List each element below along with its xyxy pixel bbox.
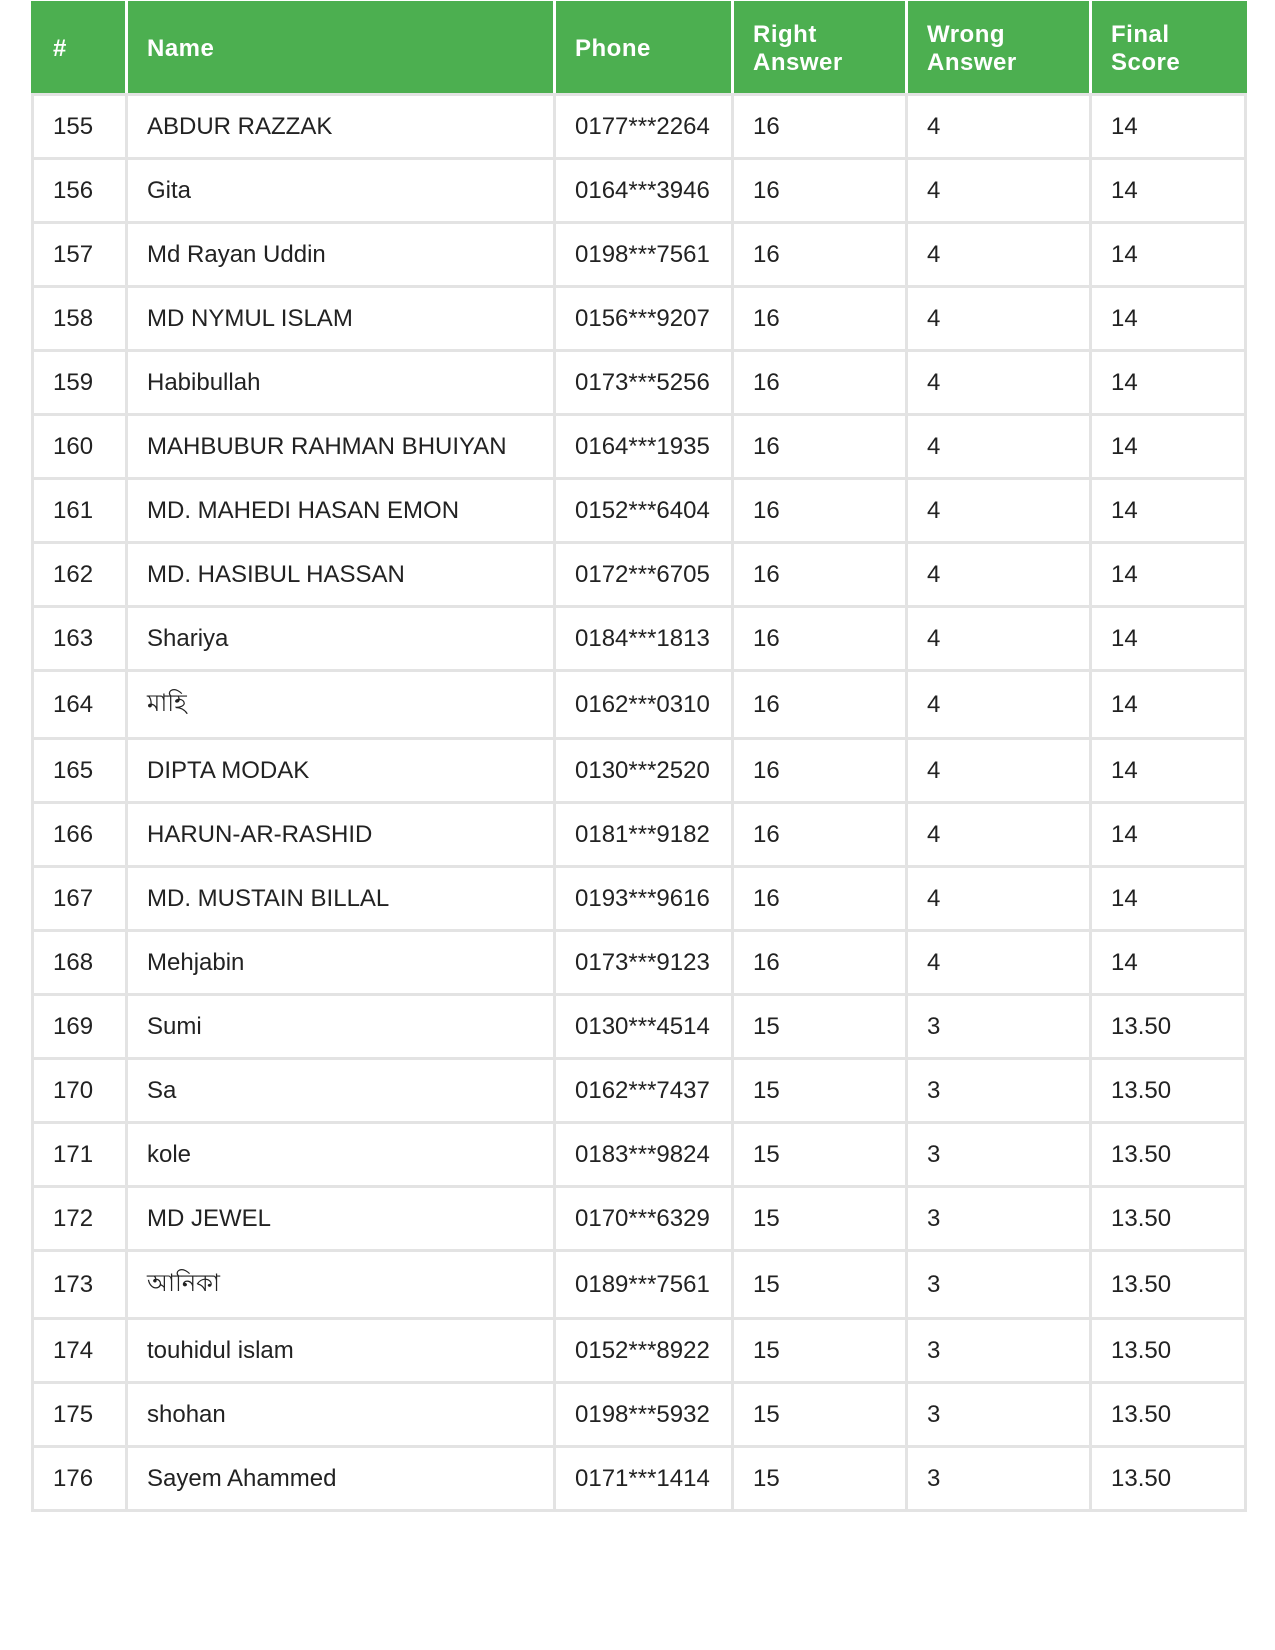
cell-wrong-answer: 4 (907, 867, 1091, 931)
table-row (33, 287, 1246, 351)
cell-phone: 0130***4514 (555, 995, 733, 1059)
header-row (33, 3, 1246, 95)
cell-name: kole (127, 1123, 555, 1187)
cell-right-answer: 16 (733, 415, 907, 479)
cell-number: 175 (33, 1383, 127, 1447)
cell-right-answer: 16 (733, 739, 907, 803)
cell-right-answer: 16 (733, 351, 907, 415)
table-row (33, 803, 1246, 867)
cell-wrong-answer: 3 (907, 995, 1091, 1059)
table-row (33, 95, 1246, 159)
cell-right-answer: 15 (733, 1447, 907, 1511)
cell-name: MD. HASIBUL HASSAN (127, 543, 555, 607)
cell-wrong-answer: 4 (907, 543, 1091, 607)
cell-name: Mehjabin (127, 931, 555, 995)
cell-phone: 0162***0310 (555, 671, 733, 739)
cell-final-score: 13.50 (1091, 1059, 1246, 1123)
cell-final-score: 13.50 (1091, 1187, 1246, 1251)
cell-right-answer: 16 (733, 223, 907, 287)
cell-wrong-answer: 4 (907, 159, 1091, 223)
table-row (33, 1383, 1246, 1447)
cell-number: 155 (33, 95, 127, 159)
cell-wrong-answer: 4 (907, 223, 1091, 287)
cell-name: Shariya (127, 607, 555, 671)
cell-final-score: 14 (1091, 351, 1246, 415)
cell-right-answer: 16 (733, 95, 907, 159)
cell-phone: 0172***6705 (555, 543, 733, 607)
column-header-wrong-answer: Wrong Answer (907, 3, 1091, 95)
cell-wrong-answer: 4 (907, 931, 1091, 995)
cell-phone: 0173***5256 (555, 351, 733, 415)
cell-phone: 0198***5932 (555, 1383, 733, 1447)
cell-name: Sayem Ahammed (127, 1447, 555, 1511)
cell-name: touhidul islam (127, 1319, 555, 1383)
cell-name: Sa (127, 1059, 555, 1123)
cell-number: 169 (33, 995, 127, 1059)
cell-name: Md Rayan Uddin (127, 223, 555, 287)
cell-final-score: 14 (1091, 95, 1246, 159)
cell-number: 160 (33, 415, 127, 479)
cell-right-answer: 16 (733, 287, 907, 351)
cell-right-answer: 16 (733, 543, 907, 607)
cell-right-answer: 15 (733, 1383, 907, 1447)
cell-wrong-answer: 3 (907, 1383, 1091, 1447)
cell-wrong-answer: 3 (907, 1319, 1091, 1383)
cell-phone: 0177***2264 (555, 95, 733, 159)
cell-final-score: 14 (1091, 287, 1246, 351)
column-header-final-score: Final Score (1091, 3, 1246, 95)
cell-wrong-answer: 3 (907, 1251, 1091, 1319)
cell-final-score: 13.50 (1091, 1251, 1246, 1319)
cell-name: মাহি (127, 671, 555, 739)
cell-phone: 0171***1414 (555, 1447, 733, 1511)
cell-wrong-answer: 4 (907, 415, 1091, 479)
table-row (33, 223, 1246, 287)
cell-right-answer: 15 (733, 1319, 907, 1383)
cell-wrong-answer: 4 (907, 803, 1091, 867)
cell-right-answer: 16 (733, 159, 907, 223)
cell-number: 176 (33, 1447, 127, 1511)
cell-wrong-answer: 3 (907, 1123, 1091, 1187)
results-table (31, 1, 1247, 1512)
cell-number: 165 (33, 739, 127, 803)
cell-right-answer: 15 (733, 1123, 907, 1187)
table-row (33, 543, 1246, 607)
cell-number: 164 (33, 671, 127, 739)
table-row (33, 867, 1246, 931)
cell-right-answer: 15 (733, 1059, 907, 1123)
cell-name: Habibullah (127, 351, 555, 415)
column-header-right-answer: Right Answer (733, 3, 907, 95)
table-row (33, 739, 1246, 803)
cell-right-answer: 15 (733, 1187, 907, 1251)
cell-final-score: 14 (1091, 671, 1246, 739)
cell-phone: 0189***7561 (555, 1251, 733, 1319)
table-row (33, 159, 1246, 223)
cell-name: MD. MUSTAIN BILLAL (127, 867, 555, 931)
cell-right-answer: 16 (733, 931, 907, 995)
cell-final-score: 13.50 (1091, 1447, 1246, 1511)
cell-wrong-answer: 3 (907, 1059, 1091, 1123)
cell-number: 167 (33, 867, 127, 931)
cell-phone: 0162***7437 (555, 1059, 733, 1123)
table-row (33, 671, 1246, 739)
cell-phone: 0193***9616 (555, 867, 733, 931)
cell-wrong-answer: 4 (907, 95, 1091, 159)
cell-name: MAHBUBUR RAHMAN BHUIYAN (127, 415, 555, 479)
cell-phone: 0130***2520 (555, 739, 733, 803)
cell-wrong-answer: 4 (907, 739, 1091, 803)
cell-phone: 0164***3946 (555, 159, 733, 223)
cell-final-score: 14 (1091, 415, 1246, 479)
cell-final-score: 14 (1091, 607, 1246, 671)
cell-final-score: 14 (1091, 479, 1246, 543)
cell-right-answer: 16 (733, 607, 907, 671)
table-row (33, 931, 1246, 995)
cell-right-answer: 16 (733, 671, 907, 739)
cell-wrong-answer: 4 (907, 351, 1091, 415)
cell-right-answer: 15 (733, 1251, 907, 1319)
cell-right-answer: 16 (733, 479, 907, 543)
table-row (33, 1059, 1246, 1123)
cell-number: 161 (33, 479, 127, 543)
cell-phone: 0152***8922 (555, 1319, 733, 1383)
table-row (33, 351, 1246, 415)
cell-number: 157 (33, 223, 127, 287)
cell-number: 166 (33, 803, 127, 867)
cell-right-answer: 16 (733, 803, 907, 867)
cell-number: 162 (33, 543, 127, 607)
cell-final-score: 14 (1091, 223, 1246, 287)
cell-name: ABDUR RAZZAK (127, 95, 555, 159)
cell-name: DIPTA MODAK (127, 739, 555, 803)
cell-final-score: 13.50 (1091, 1383, 1246, 1447)
cell-final-score: 13.50 (1091, 1123, 1246, 1187)
cell-number: 158 (33, 287, 127, 351)
cell-final-score: 14 (1091, 803, 1246, 867)
cell-number: 156 (33, 159, 127, 223)
cell-final-score: 13.50 (1091, 1319, 1246, 1383)
table-row (33, 1447, 1246, 1511)
cell-wrong-answer: 3 (907, 1447, 1091, 1511)
cell-phone: 0181***9182 (555, 803, 733, 867)
cell-name: Sumi (127, 995, 555, 1059)
cell-phone: 0173***9123 (555, 931, 733, 995)
table-body (33, 95, 1246, 1511)
table-row (33, 607, 1246, 671)
cell-number: 163 (33, 607, 127, 671)
cell-wrong-answer: 4 (907, 287, 1091, 351)
cell-name: MD. MAHEDI HASAN EMON (127, 479, 555, 543)
column-header-phone: Phone (555, 3, 733, 95)
cell-number: 174 (33, 1319, 127, 1383)
cell-phone: 0183***9824 (555, 1123, 733, 1187)
cell-wrong-answer: 4 (907, 607, 1091, 671)
cell-name: shohan (127, 1383, 555, 1447)
cell-name: আনিকা (127, 1251, 555, 1319)
cell-final-score: 13.50 (1091, 995, 1246, 1059)
table-row (33, 1319, 1246, 1383)
cell-phone: 0198***7561 (555, 223, 733, 287)
cell-number: 170 (33, 1059, 127, 1123)
table-row (33, 1123, 1246, 1187)
column-header-name: Name (127, 3, 555, 95)
table-header (33, 3, 1246, 95)
cell-number: 172 (33, 1187, 127, 1251)
table-row (33, 995, 1246, 1059)
table-row (33, 479, 1246, 543)
cell-final-score: 14 (1091, 159, 1246, 223)
cell-phone: 0184***1813 (555, 607, 733, 671)
cell-number: 159 (33, 351, 127, 415)
cell-name: HARUN-AR-RASHID (127, 803, 555, 867)
cell-phone: 0164***1935 (555, 415, 733, 479)
cell-wrong-answer: 3 (907, 1187, 1091, 1251)
cell-right-answer: 16 (733, 867, 907, 931)
cell-right-answer: 15 (733, 995, 907, 1059)
cell-name: Gita (127, 159, 555, 223)
column-header-number: # (33, 3, 127, 95)
table-row (33, 415, 1246, 479)
table-row (33, 1187, 1246, 1251)
cell-final-score: 14 (1091, 931, 1246, 995)
cell-phone: 0152***6404 (555, 479, 733, 543)
cell-name: MD JEWEL (127, 1187, 555, 1251)
cell-wrong-answer: 4 (907, 671, 1091, 739)
cell-number: 168 (33, 931, 127, 995)
cell-wrong-answer: 4 (907, 479, 1091, 543)
cell-phone: 0156***9207 (555, 287, 733, 351)
cell-name: MD NYMUL ISLAM (127, 287, 555, 351)
cell-number: 171 (33, 1123, 127, 1187)
cell-final-score: 14 (1091, 739, 1246, 803)
cell-number: 173 (33, 1251, 127, 1319)
table-row (33, 1251, 1246, 1319)
cell-final-score: 14 (1091, 543, 1246, 607)
cell-phone: 0170***6329 (555, 1187, 733, 1251)
cell-final-score: 14 (1091, 867, 1246, 931)
